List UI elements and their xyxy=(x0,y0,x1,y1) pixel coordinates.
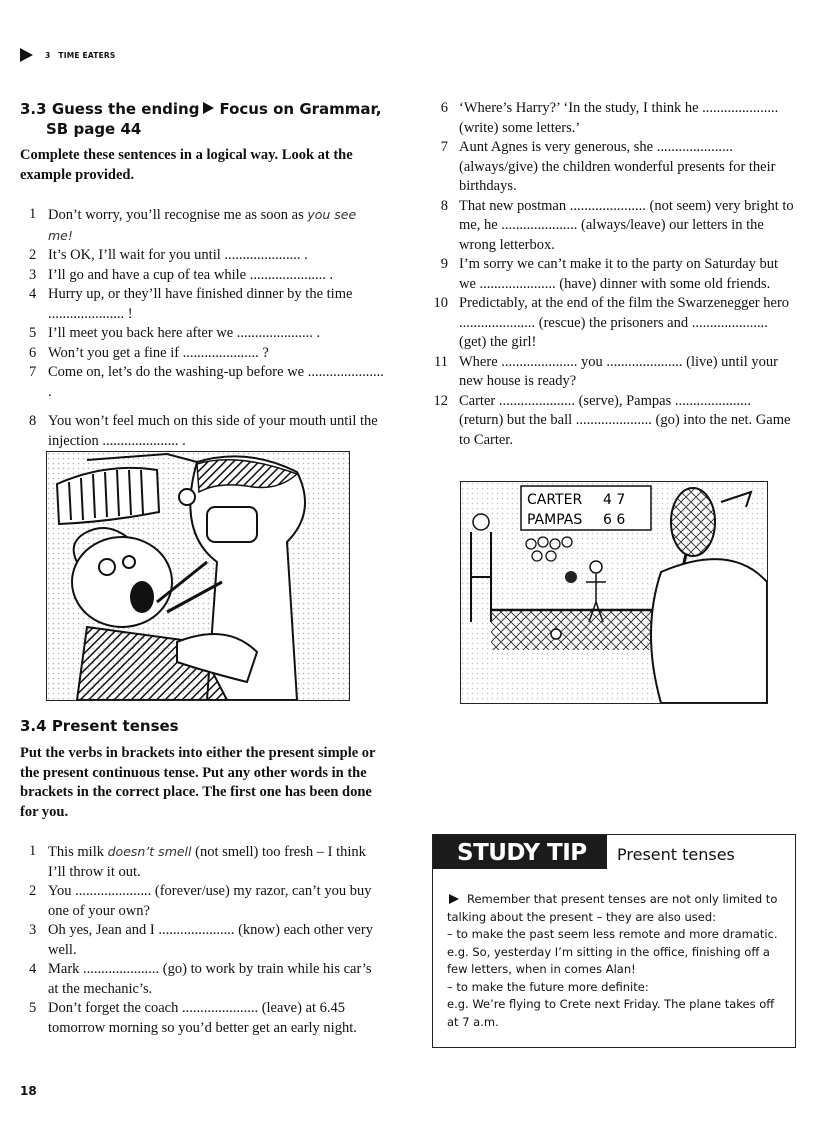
item-number: 1 xyxy=(29,843,37,859)
dentist-drawing xyxy=(47,452,349,700)
item-text: I’ll meet you back here after we ..................... . xyxy=(48,325,321,341)
item-number: 7 xyxy=(440,139,448,155)
item-text: Mark ..................... (go) to work by train while his car’s at the mechanic’s. xyxy=(48,961,372,997)
item-text: ‘Where’s Harry?’ ‘In the study, I think he ..................... (write) some letters.’ xyxy=(459,100,779,136)
study-tip-text: Remember that present tenses are not only limited to talking about the present – they are also used: xyxy=(447,892,778,924)
page-number: 18 xyxy=(20,1084,37,1098)
item-number: 5 xyxy=(29,325,37,341)
running-header xyxy=(20,47,116,63)
exercise-item xyxy=(431,99,797,138)
exercise-item xyxy=(20,324,384,344)
item-number: 6 xyxy=(29,344,37,361)
arrow-icon xyxy=(203,102,214,114)
item-number: 3 xyxy=(29,266,37,283)
section-reference: Focus on Grammar, xyxy=(219,100,382,118)
exercise-item xyxy=(20,921,384,960)
exercise-item xyxy=(20,960,384,999)
chapter-number: 3 xyxy=(45,50,51,60)
item-text: Aunt Agnes is very generous, she ..................... (always/give) the children wonderful presents for their birthdays. xyxy=(459,139,776,194)
study-tip-line: e.g. So, yesterday I’m sitting in the office, finishing off a few letters, when in comes Alan! xyxy=(447,944,770,976)
exercise-item xyxy=(20,266,384,286)
item-number: 2 xyxy=(29,883,37,899)
section-title: Present tenses xyxy=(51,717,179,735)
item-text: This milk xyxy=(48,844,108,860)
section-3-3-heading xyxy=(20,99,390,139)
arrow-icon xyxy=(20,48,33,62)
item-number: 2 xyxy=(29,247,37,263)
item-text: Don’t worry, you’ll recognise me as soon as xyxy=(48,207,308,223)
study-tip-line: – to make the past seem less remote and more dramatic. xyxy=(447,927,778,941)
item-number: 8 xyxy=(440,197,448,214)
exercise-item xyxy=(431,197,797,256)
item-number: 6 xyxy=(440,100,448,116)
section-3-4-heading xyxy=(20,716,390,736)
item-number: 3 xyxy=(29,922,37,938)
handwritten-answer: doesn’t smell xyxy=(107,844,192,859)
exercise-3-4-list xyxy=(20,842,384,1038)
exercise-3-3-list xyxy=(20,205,384,451)
exercise-item xyxy=(431,392,797,451)
scoreboard-row1-name: CARTER xyxy=(527,492,583,508)
exercise-item xyxy=(431,255,797,294)
item-text: Where ..................... you ..................... (live) until your new house is ready? xyxy=(459,353,778,389)
exercise-item xyxy=(431,294,797,353)
item-number: 7 xyxy=(29,364,37,380)
exercise-item xyxy=(431,138,797,197)
study-tip-line: e.g. We’re flying to Crete next Friday. The plane takes off at 7 a.m. xyxy=(447,997,775,1029)
arrow-icon xyxy=(449,894,459,904)
item-text: I’ll go and have a cup of tea while ..................... . xyxy=(48,266,334,283)
scoreboard-row2-name: PAMPAS xyxy=(527,512,583,528)
scoreboard-row1-scores: 4 7 xyxy=(603,492,626,508)
item-text: Oh yes, Jean and I ..................... (know) each other very well. xyxy=(48,922,373,958)
chapter-title: TIME EATERS xyxy=(58,50,116,60)
item-text: You won’t feel much on this side of your mouth until the injection ..................... . xyxy=(48,413,378,449)
item-number: 1 xyxy=(29,206,37,222)
exercise-item xyxy=(20,842,384,882)
study-tip-box xyxy=(432,834,796,1048)
item-number: 12 xyxy=(433,392,448,409)
exercise-item xyxy=(431,353,797,392)
scoreboard-row2-scores: 6 6 xyxy=(603,512,626,528)
exercise-item xyxy=(20,999,384,1038)
item-number: 9 xyxy=(440,256,448,272)
exercise-item xyxy=(20,205,384,246)
exercise-item xyxy=(20,246,384,266)
exercise-item xyxy=(20,344,384,364)
item-number: 4 xyxy=(29,286,37,302)
section-3-4-instruction: Put the verbs in brackets into either the present simple or the present continuous tense. Put any other words in the brackets in the correct place. The first one has been done for you. xyxy=(20,745,376,820)
study-tip-body xyxy=(447,891,787,1031)
section-title: Guess the ending xyxy=(51,100,200,118)
item-number: 11 xyxy=(434,353,448,370)
exercise-3-3-continued-list xyxy=(431,99,797,450)
item-text: Don’t forget the coach ..................... (leave) at 6.45 tomorrow morning so you’d better get an early night. xyxy=(48,1000,357,1036)
item-text: (not smell) too fresh – I think I’ll throw it out. xyxy=(48,844,366,880)
section-3-3-instruction: Complete these sentences in a logical way. Look at the example provided. xyxy=(20,147,353,183)
tennis-illustration xyxy=(460,481,768,704)
section-number: 3.4 xyxy=(20,717,47,735)
item-number: 10 xyxy=(433,295,448,311)
study-tip-label: STUDY TIP xyxy=(457,840,587,866)
exercise-item xyxy=(20,363,384,402)
item-text: Come on, let’s do the washing-up before we ..................... . xyxy=(48,364,384,400)
study-tip-band xyxy=(433,835,607,869)
handwritten-answer: you see me! xyxy=(48,207,357,243)
item-text: It’s OK, I’ll wait for you until ..................... . xyxy=(48,247,308,263)
item-text: Predictably, at the end of the film the Swarzenegger hero ..................... (rescue) the prisoners and ..................... (get) the girl! xyxy=(459,295,790,350)
item-text: Hurry up, or they’ll have finished dinner by the time ..................... ! xyxy=(48,286,353,322)
section-reference-page: SB page 44 xyxy=(46,120,142,138)
item-text: I’m sorry we can’t make it to the party on Saturday but we ..................... (have) dinner with some old friends. xyxy=(459,256,779,292)
exercise-item xyxy=(20,882,384,921)
item-text: You ..................... (forever/use) my razor, can’t you buy one of your own? xyxy=(48,883,372,919)
exercise-item xyxy=(20,412,384,451)
item-number: 4 xyxy=(29,961,37,977)
item-number: 5 xyxy=(29,1000,37,1016)
item-text: That new postman ..................... (not seem) very bright to me, he ..................... (always/leave) our letters in the wrong letterbox. xyxy=(459,197,794,253)
study-tip-title: Present tenses xyxy=(617,845,735,864)
tennis-drawing xyxy=(461,482,767,703)
item-text: Won’t you get a fine if ..................... ? xyxy=(48,344,269,361)
item-number: 8 xyxy=(29,413,37,429)
exercise-item xyxy=(20,285,384,324)
dentist-illustration xyxy=(46,451,350,701)
section-number: 3.3 xyxy=(20,100,47,118)
item-text: Carter ..................... (serve), Pampas ..................... (return) but the ball ..................... (go) into the net. Game to Carter. xyxy=(459,392,791,448)
study-tip-line: – to make the future more definite: xyxy=(447,979,649,994)
study-tip-line xyxy=(447,891,787,926)
